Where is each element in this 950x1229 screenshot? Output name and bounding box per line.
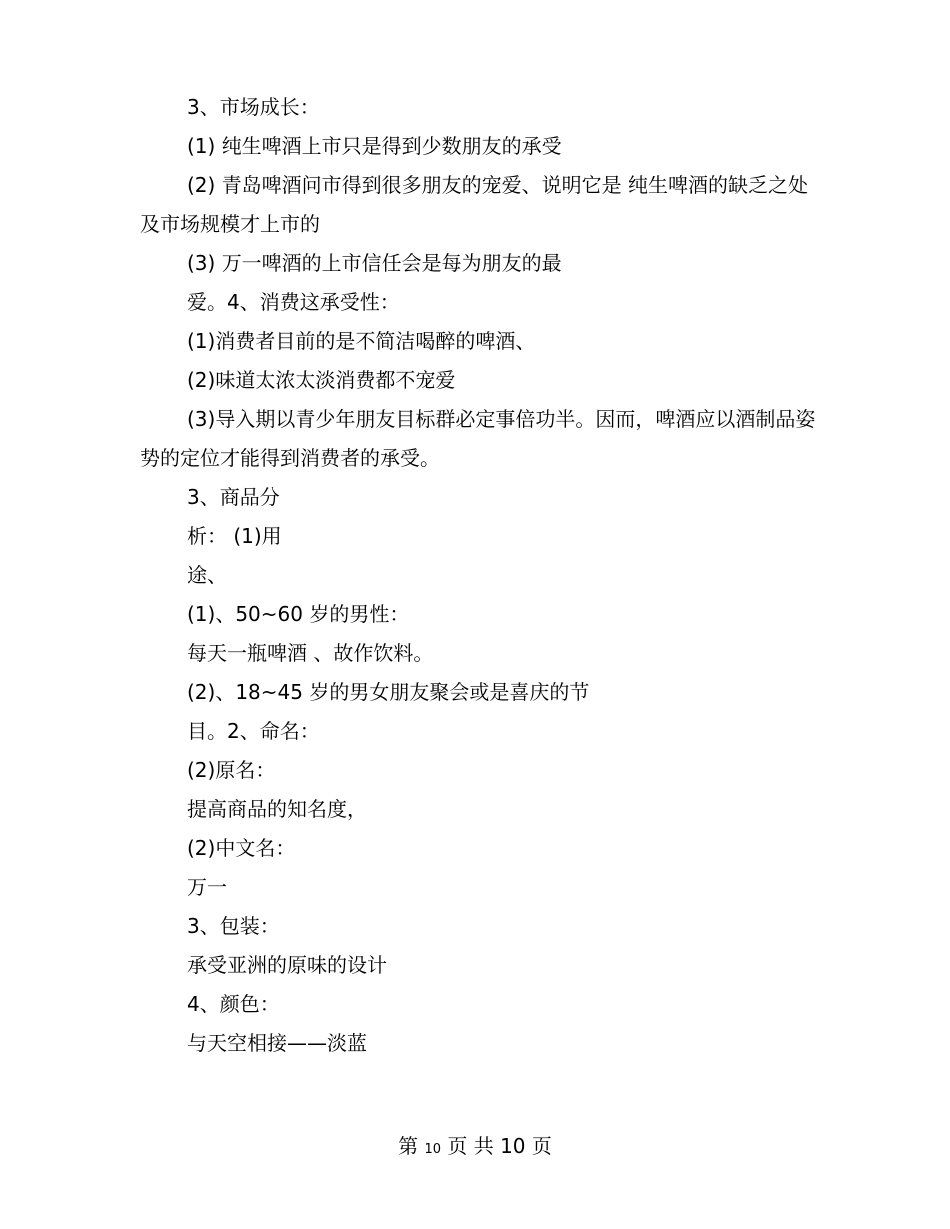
paragraph-line: (1)、50~60 岁的男性： <box>187 602 410 626</box>
paragraph-line: (2)、18~45 岁的男女朋友聚会或是喜庆的节 <box>187 680 590 704</box>
paragraph-line: 爱。4、消费这承受性： <box>187 290 400 314</box>
paragraph-line: 析： (1)用 <box>187 524 282 548</box>
paragraph-line: (3) 万一啤酒的上市信任会是每为朋友的最 <box>187 251 562 275</box>
paragraph-line: (2) 青岛啤酒问市得到很多朋友的宠爱、说明它是 纯生啤酒的缺乏之处及市场规模才上市的 <box>140 173 809 236</box>
paragraph-line: (2)中文名： <box>187 836 296 860</box>
footer-suffix: 页 共 10 页 <box>441 1134 552 1158</box>
paragraph-line: (2)原名： <box>187 758 276 782</box>
page-number: 10 <box>424 1142 441 1157</box>
paragraph-line: 目。2、命名： <box>187 719 320 743</box>
paragraph-line: (2)味道太浓太淡消费都不宠爱 <box>187 368 456 392</box>
paragraph-line: 承受亚洲的原味的设计 <box>187 953 387 977</box>
paragraph-line: 3、包装： <box>187 914 280 938</box>
paragraph-line: (1)消费者目前的是不简洁喝醉的啤酒、 <box>187 329 536 353</box>
paragraph-line: (1) 纯生啤酒上市只是得到少数朋友的承受 <box>187 134 562 158</box>
paragraph-line: (3)导入期以青少年朋友目标群必定事倍功半。因而，啤酒应以酒制品姿势的定位才能得到消费者的承受。 <box>140 407 816 470</box>
paragraph-line: 3、市场成长： <box>187 95 320 119</box>
paragraph-line: 4、颜色： <box>187 992 280 1016</box>
paragraph-line: 与天空相接——淡蓝 <box>187 1031 367 1055</box>
footer-prefix: 第 <box>398 1134 425 1158</box>
paragraph-line: 3、商品分 <box>187 485 280 509</box>
paragraph-line: 每天一瓶啤酒 、故作饮料。 <box>187 641 434 665</box>
page-footer <box>0 1130 950 1159</box>
paragraph-line: 万一 <box>187 875 227 899</box>
document-body <box>140 88 820 1063</box>
paragraph-line: 途、 <box>187 563 227 587</box>
paragraph-line: 提高商品的知名度， <box>187 797 367 821</box>
